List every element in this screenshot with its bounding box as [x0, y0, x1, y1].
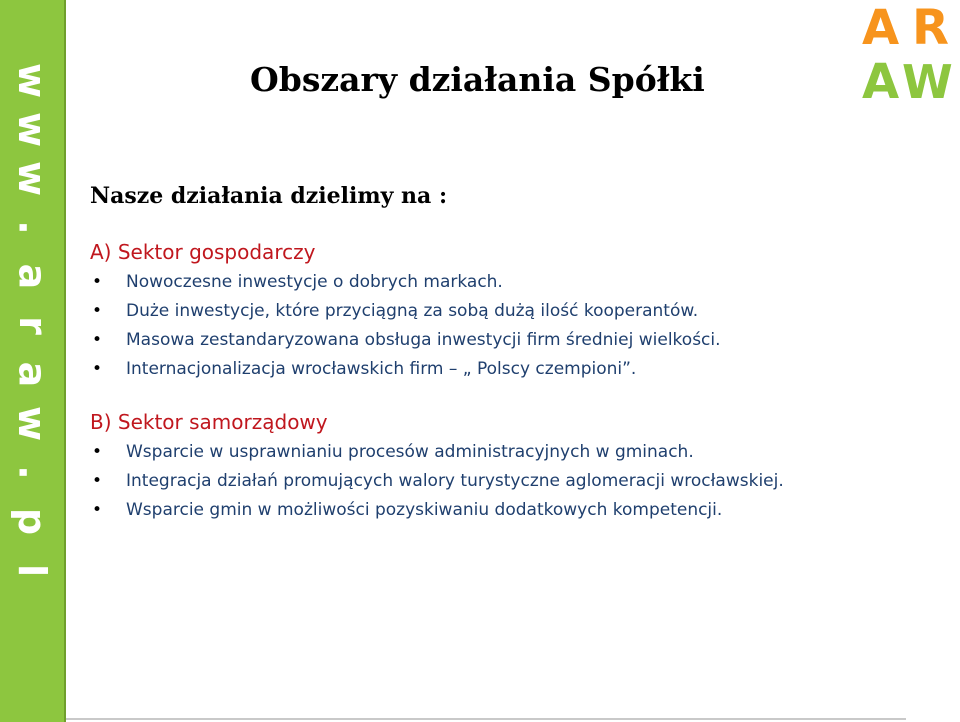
bullet-icon: • [92, 471, 103, 491]
list-item [90, 438, 902, 467]
list-item-text: Integracja działań promujących walory turystyczne aglomeracji wrocławskiej. [126, 471, 784, 491]
list-item-text: Nowoczesne inwestycje o dobrych markach. [126, 272, 503, 292]
bullet-list-a [90, 268, 902, 384]
bullet-icon: • [92, 500, 103, 520]
sidebar-char: w [10, 111, 55, 148]
logo-letter: W [902, 55, 953, 109]
list-item [90, 355, 902, 384]
sidebar-char: p [10, 507, 55, 536]
sidebar-char: r [10, 316, 55, 335]
list-item-text: Wsparcie w usprawnianiu procesów administracyjnych w gminach. [126, 442, 694, 462]
intro-text: Nasze działania dzielimy na : [90, 183, 448, 209]
bullet-icon: • [92, 330, 103, 350]
bullet-icon: • [92, 442, 103, 462]
logo-letter: A [862, 54, 900, 110]
section-heading-b: B) Sektor samorządowy [90, 410, 328, 434]
list-item-text: Masowa zestandaryzowana obsługa inwestycji firm średniej wielkości. [126, 330, 721, 350]
sidebar-char: a [10, 361, 55, 388]
sidebar-char: . [10, 220, 55, 235]
side-bar-edge [64, 0, 66, 722]
logo-letter: R [912, 0, 949, 56]
list-item [90, 268, 902, 297]
sidebar-vertical-url [0, 56, 64, 595]
bullet-list-b [90, 438, 902, 525]
araw-logo [862, 0, 958, 110]
sidebar-char: l [10, 563, 55, 578]
sidebar-char: . [10, 465, 55, 480]
list-item [90, 326, 902, 355]
bullet-icon: • [92, 272, 103, 292]
list-item-text: Wsparcie gmin w możliwości pozyskiwaniu dodatkowych kompetencji. [126, 500, 723, 520]
list-item [90, 297, 902, 326]
bottom-divider [66, 718, 906, 720]
sidebar-char: w [10, 160, 55, 197]
section-heading-a: A) Sektor gospodarczy [90, 240, 316, 264]
sidebar-char: a [10, 263, 55, 290]
slide-content [90, 178, 902, 525]
sidebar-char: w [10, 62, 55, 99]
list-item-text: Internacjonalizacja wrocławskich firm – „ Polscy czempioni”. [126, 359, 637, 379]
logo-letter: A [862, 0, 900, 56]
list-item-text: Duże inwestycje, które przyciągną za sobą dużą ilość kooperantów. [126, 301, 699, 321]
list-item [90, 467, 902, 496]
bullet-icon: • [92, 359, 103, 379]
bullet-icon: • [92, 301, 103, 321]
page-title: Obszary działania Spółki [250, 60, 705, 99]
sidebar-char: w [10, 405, 55, 442]
list-item [90, 496, 902, 525]
